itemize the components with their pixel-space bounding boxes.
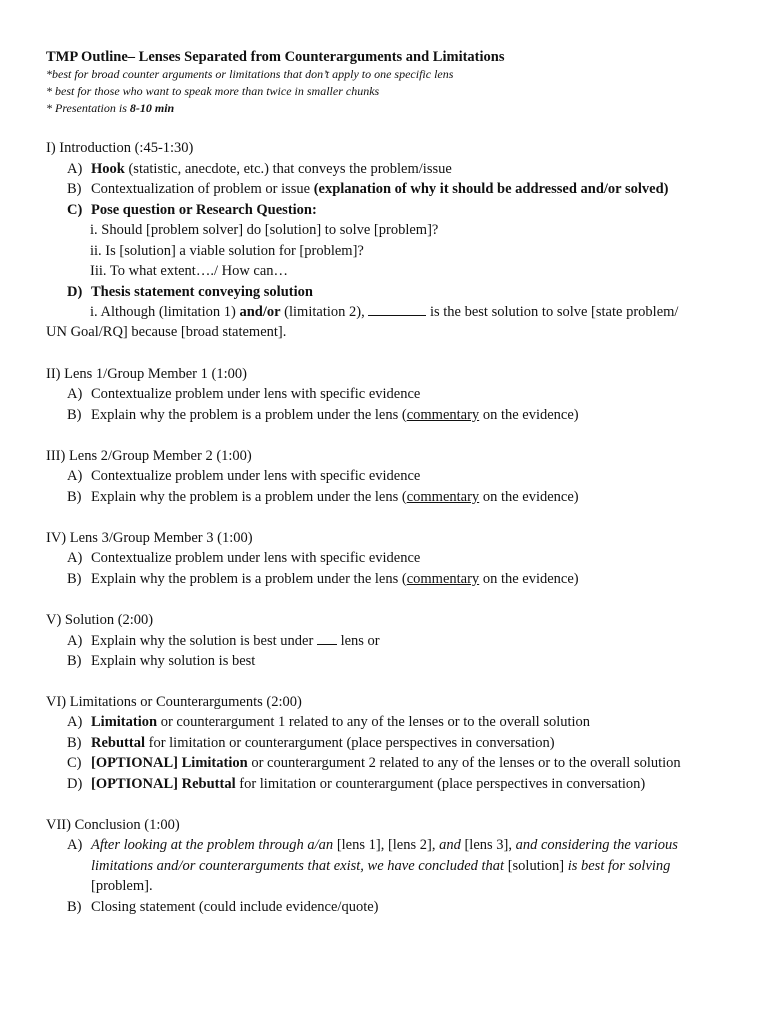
lens2-item-b: B) Explain why the problem is a problem under the lens (commentary on the evidence) xyxy=(67,489,579,505)
solution-item-b: B) Explain why solution is best xyxy=(67,653,256,669)
conclusion-item-b: B) Closing statement (could include evidence/quote) xyxy=(67,899,379,915)
note-1: *best for broad counter arguments or limitations that don’t apply to one specific lens xyxy=(46,67,454,81)
section-heading-conclusion: VII) Conclusion (1:00) xyxy=(46,817,180,833)
section-heading-limitations: VI) Limitations or Counterarguments (2:00) xyxy=(46,694,302,710)
intro-item-a: A) Hook (statistic, anecdote, etc.) that conveys the problem/issue xyxy=(67,161,452,177)
section-heading-lens-2: III) Lens 2/Group Member 2 (1:00) xyxy=(46,448,252,464)
thesis-template: i. Although (limitation 1) and/or (limitation 2), is the best solution to solve [state problem/ xyxy=(90,304,679,320)
solution-item-a: A) Explain why the solution is best under lens or xyxy=(67,633,380,649)
fill-in-blank xyxy=(368,315,426,316)
lens1-item-b: B) Explain why the problem is a problem under the lens (commentary on the evidence) xyxy=(67,407,579,423)
note-2: * best for those who want to speak more than twice in smaller chunks xyxy=(46,84,380,98)
section-heading-lens-1: II) Lens 1/Group Member 1 (1:00) xyxy=(46,366,247,382)
intro-item-d: D) Thesis statement conveying solution xyxy=(67,284,313,300)
fill-in-blank xyxy=(317,644,337,645)
conclusion-item-a: A) After looking at the problem through a/an [lens 1], [lens 2], and [lens 3], and considering the various xyxy=(67,837,678,853)
intro-item-b: B) Contextualization of problem or issue (explanation of why it should be addressed and/or solved) xyxy=(67,181,669,197)
section-heading-introduction: I) Introduction (:45-1:30) xyxy=(46,140,194,156)
note-3: * Presentation is 8-10 min xyxy=(46,101,175,115)
thesis-template-continued: UN Goal/RQ] because [broad statement]. xyxy=(46,324,287,340)
intro-question-iii: Iii. To what extent…./ How can… xyxy=(90,263,289,279)
document-title: TMP Outline– Lenses Separated from Counterarguments and Limitations xyxy=(46,49,505,65)
lens3-item-b: B) Explain why the problem is a problem under the lens (commentary on the evidence) xyxy=(67,571,579,587)
conclusion-item-a-line-3: [problem]. xyxy=(91,878,153,894)
lens1-item-a: A) Contextualize problem under lens with specific evidence xyxy=(67,386,421,402)
limits-item-c: C) [OPTIONAL] Limitation or counterargument 2 related to any of the lenses or to the overall solution xyxy=(67,755,681,771)
intro-item-c: C) Pose question or Research Question: xyxy=(67,202,317,218)
limits-item-d: D) [OPTIONAL] Rebuttal for limitation or counterargument (place perspectives in conversation) xyxy=(67,776,646,792)
intro-question-i: i. Should [problem solver] do [solution] to solve [problem]? xyxy=(90,222,439,238)
limits-item-a: A) Limitation or counterargument 1 related to any of the lenses or to the overall solution xyxy=(67,714,591,730)
lens2-item-a: A) Contextualize problem under lens with specific evidence xyxy=(67,468,421,484)
section-heading-solution: V) Solution (2:00) xyxy=(46,612,154,628)
conclusion-item-a-line-2: limitations and/or counterarguments that exist, we have concluded that [solution] is best for solving xyxy=(91,858,671,874)
lens3-item-a: A) Contextualize problem under lens with specific evidence xyxy=(67,550,421,566)
intro-question-ii: ii. Is [solution] a viable solution for [problem]? xyxy=(90,243,364,259)
limits-item-b: B) Rebuttal for limitation or counterargument (place perspectives in conversation) xyxy=(67,735,555,751)
section-heading-lens-3: IV) Lens 3/Group Member 3 (1:00) xyxy=(46,530,253,546)
